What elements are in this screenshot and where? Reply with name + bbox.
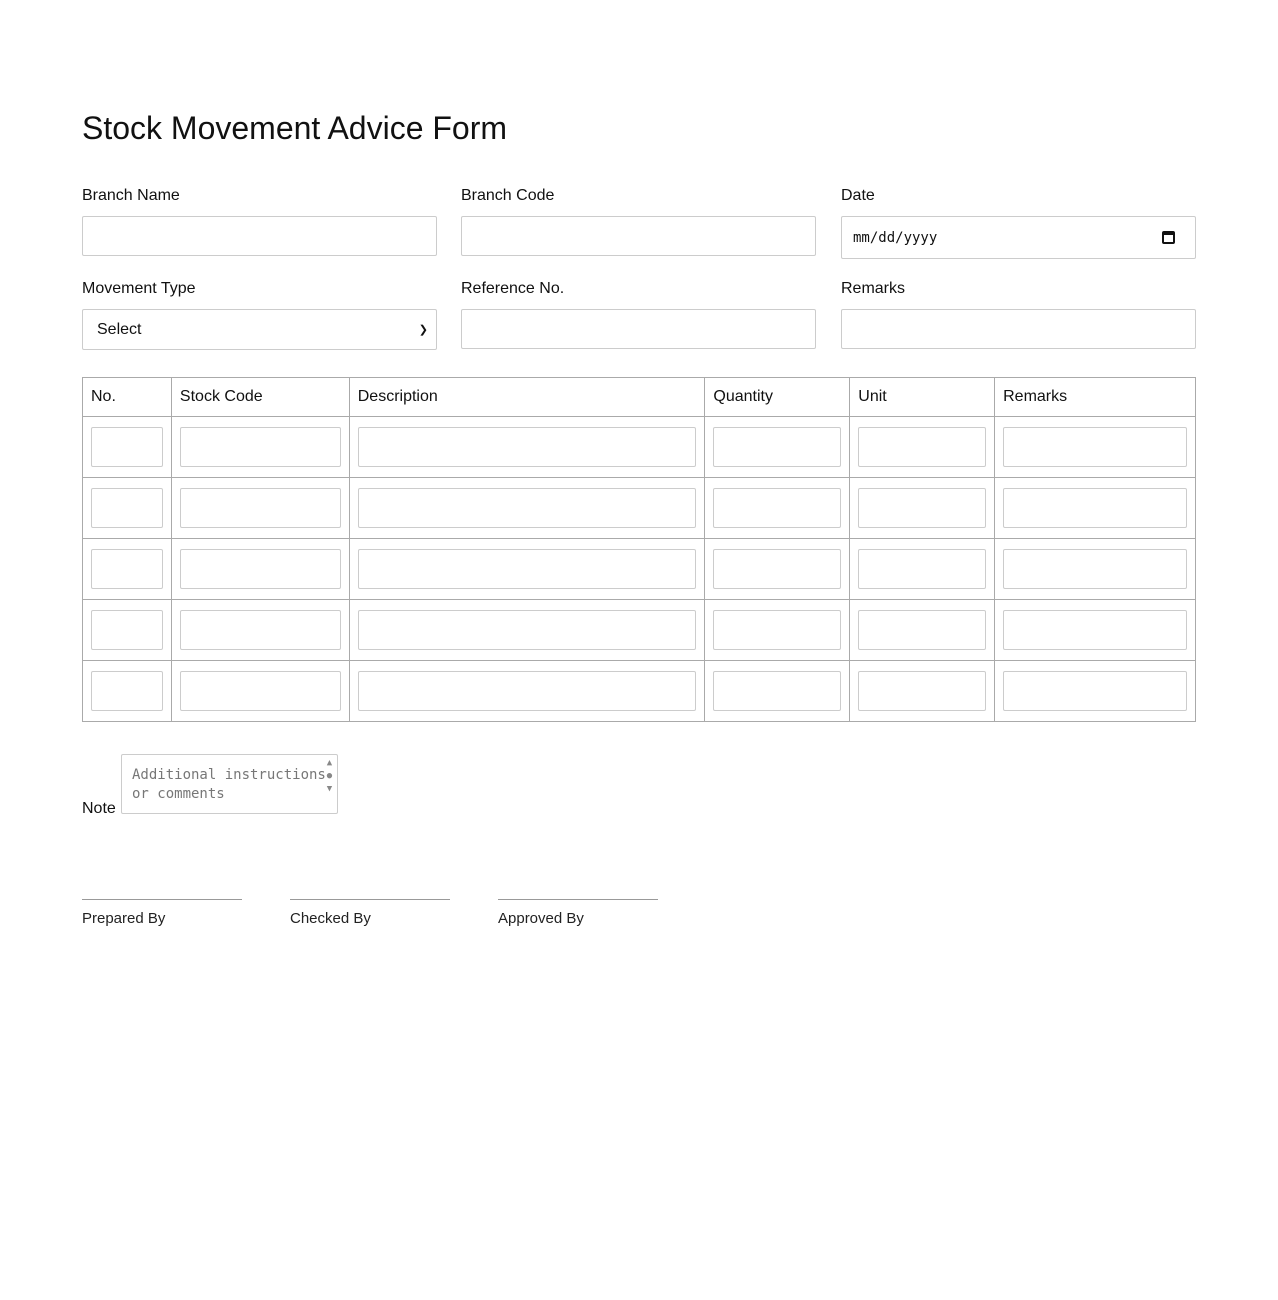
chevron-down-icon: ❯	[418, 324, 428, 336]
header-quantity: Quantity	[705, 378, 850, 417]
remarks-input[interactable]	[1003, 488, 1187, 528]
branch-name-label: Branch Name	[82, 187, 180, 204]
remarks-input[interactable]	[1003, 549, 1187, 589]
cell-unit	[850, 478, 995, 539]
cell-remarks	[995, 539, 1196, 600]
header-unit: Unit	[850, 378, 995, 417]
cell-remarks	[995, 600, 1196, 661]
cell-unit	[850, 539, 995, 600]
cell-description	[349, 478, 705, 539]
branch-code-group	[461, 187, 816, 256]
unit-input[interactable]	[858, 671, 986, 711]
stock-code-input[interactable]	[180, 549, 341, 589]
table-row	[83, 661, 1196, 722]
remarks-input[interactable]	[841, 309, 1196, 349]
cell-quantity	[705, 661, 850, 722]
table-row	[83, 478, 1196, 539]
stock-code-input[interactable]	[180, 610, 341, 650]
table-row	[83, 417, 1196, 478]
cell-remarks	[995, 661, 1196, 722]
remarks-input[interactable]	[1003, 427, 1187, 467]
cell-no	[83, 478, 172, 539]
no-input[interactable]	[91, 610, 163, 650]
description-input[interactable]	[358, 488, 697, 528]
branch-code-input[interactable]	[461, 216, 816, 256]
unit-input[interactable]	[858, 488, 986, 528]
header-description: Description	[349, 378, 705, 417]
prepared-by-signature: Prepared By	[82, 899, 242, 927]
stock-code-input[interactable]	[180, 427, 341, 467]
unit-input[interactable]	[858, 427, 986, 467]
cell-unit	[850, 661, 995, 722]
description-input[interactable]	[358, 427, 697, 467]
note-textarea[interactable]	[121, 754, 338, 814]
cell-unit	[850, 600, 995, 661]
cell-stock-code	[171, 661, 349, 722]
cell-unit	[850, 417, 995, 478]
cell-no	[83, 600, 172, 661]
cell-description	[349, 661, 705, 722]
reference-no-input[interactable]	[461, 309, 816, 349]
cell-remarks	[995, 478, 1196, 539]
cell-quantity	[705, 600, 850, 661]
stock-code-input[interactable]	[180, 671, 341, 711]
checked-by-signature: Checked By	[290, 899, 450, 927]
header-no: No.	[83, 378, 172, 417]
table-header-row	[83, 378, 1196, 417]
no-input[interactable]	[91, 488, 163, 528]
note-placeholder: Additional instructions or comments	[132, 767, 326, 802]
unit-input[interactable]	[858, 549, 986, 589]
cell-no	[83, 539, 172, 600]
description-input[interactable]	[358, 549, 697, 589]
reference-no-group	[461, 280, 816, 349]
no-input[interactable]	[91, 671, 163, 711]
cell-stock-code	[171, 478, 349, 539]
items-table	[82, 377, 1196, 722]
date-placeholder: mm/dd/yyyy	[853, 229, 938, 246]
remarks-group	[841, 280, 1196, 349]
cell-remarks	[995, 417, 1196, 478]
quantity-input[interactable]	[713, 549, 841, 589]
cell-description	[349, 417, 705, 478]
cell-stock-code	[171, 600, 349, 661]
no-input[interactable]	[91, 549, 163, 589]
cell-quantity	[705, 417, 850, 478]
cell-stock-code	[171, 417, 349, 478]
date-group	[841, 187, 1196, 259]
page-title: Stock Movement Advice Form	[82, 110, 508, 146]
movement-type-select[interactable]	[82, 309, 437, 350]
cell-quantity	[705, 478, 850, 539]
no-input[interactable]	[91, 427, 163, 467]
header-remarks: Remarks	[995, 378, 1196, 417]
remarks-label: Remarks	[841, 280, 906, 297]
calendar-icon[interactable]	[1162, 231, 1175, 244]
branch-name-input[interactable]	[82, 216, 437, 256]
reference-no-label: Reference No.	[461, 280, 565, 297]
approved-by-signature: Approved By	[498, 899, 658, 927]
movement-type-group	[82, 280, 437, 350]
cell-description	[349, 539, 705, 600]
quantity-input[interactable]	[713, 427, 841, 467]
description-input[interactable]	[358, 671, 697, 711]
cell-description	[349, 600, 705, 661]
cell-no	[83, 417, 172, 478]
remarks-input[interactable]	[1003, 610, 1187, 650]
description-input[interactable]	[358, 610, 697, 650]
movement-type-label: Movement Type	[82, 280, 196, 297]
cell-stock-code	[171, 539, 349, 600]
note-label: Note	[82, 800, 116, 817]
branch-code-label: Branch Code	[461, 187, 555, 204]
table-row	[83, 539, 1196, 600]
branch-name-group	[82, 187, 437, 256]
movement-type-value: Select	[97, 320, 142, 338]
table-row	[83, 600, 1196, 661]
remarks-input[interactable]	[1003, 671, 1187, 711]
unit-input[interactable]	[858, 610, 986, 650]
cell-no	[83, 661, 172, 722]
date-label: Date	[841, 187, 875, 204]
cell-quantity	[705, 539, 850, 600]
quantity-input[interactable]	[713, 488, 841, 528]
stock-code-input[interactable]	[180, 488, 341, 528]
scrollbar[interactable]: ▲ ● ▼	[326, 758, 333, 794]
header-stock-code: Stock Code	[171, 378, 349, 417]
quantity-input[interactable]	[713, 610, 841, 650]
date-input[interactable]	[841, 216, 1196, 259]
quantity-input[interactable]	[713, 671, 841, 711]
